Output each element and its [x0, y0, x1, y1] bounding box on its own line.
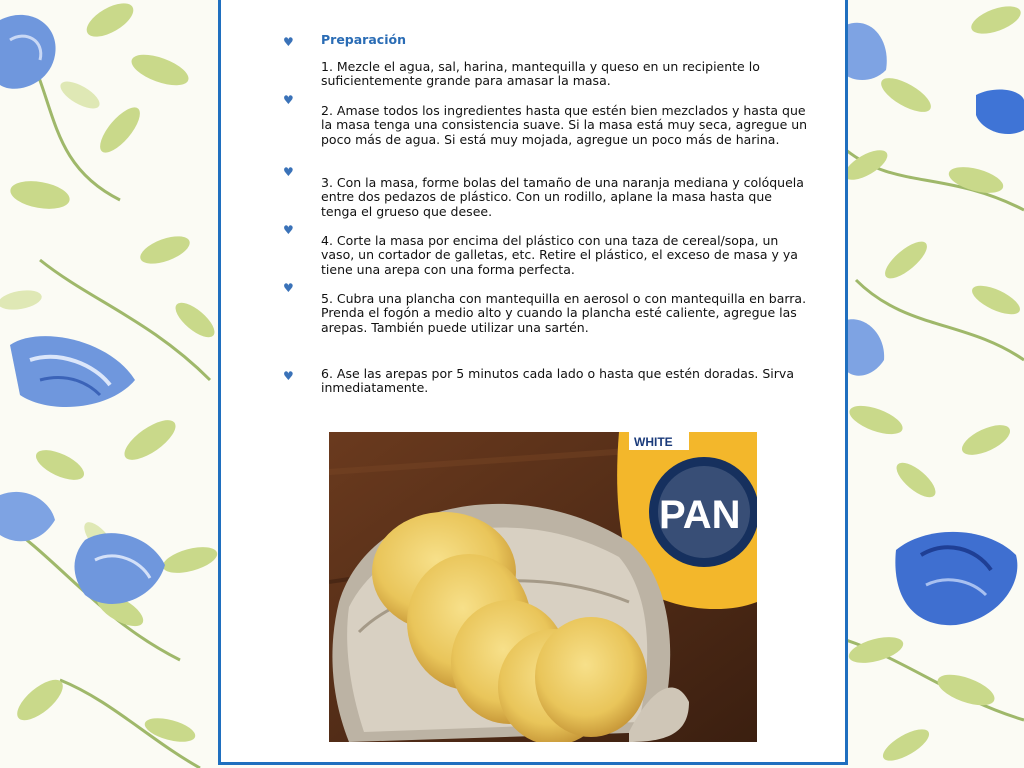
step-2: 2. Amase todos los ingredientes hasta que estén bien mezclados y hasta que la masa tenga una consistencia suave. Si la masa está muy seca, agregue un poco más de agua. Si está muy mojada, agregue un poco más de harina. — [321, 103, 808, 147]
package-brand-label: PAN — [659, 493, 741, 537]
heart-bullet-icon: ♥ — [283, 165, 294, 179]
right-floral-background — [846, 0, 1024, 768]
heart-bullet-icon: ♥ — [283, 35, 294, 49]
step-3: 3. Con la masa, forme bolas del tamaño de una naranja mediana y colóquela entre dos pedazos de plástico. Con un rodillo, aplane la masa hasta que tenga el grueso que desee. — [321, 175, 804, 219]
heart-bullet-icon: ♥ — [283, 223, 294, 237]
step-1: 1. Mezcle el agua, sal, harina, mantequilla y queso en un recipiente lo suficientemente grande para amasar la masa. — [321, 59, 760, 89]
heart-bullet-icon: ♥ — [283, 281, 294, 295]
step-5: 5. Cubra una plancha con mantequilla en aerosol o con mantequilla en barra. Prenda el fogón a medio alto y cuando la plancha esté caliente, agregue las arepas. También puede utilizar una sartén. — [321, 291, 807, 335]
step-6: 6. Ase las arepas por 5 minutos cada lado o hasta que estén doradas. Sirva inmediatamente. — [321, 366, 794, 396]
floral-pattern-right — [846, 0, 1024, 768]
step-4: 4. Corte la masa por encima del plástico con una taza de cereal/sopa, un vaso, un cortador de galletas, etc. Retire el plástico, el exceso de masa y ya tiene una arepa con una forma perfecta. — [321, 233, 798, 277]
heart-bullet-icon: ♥ — [283, 369, 294, 383]
arepas-photo — [329, 432, 757, 742]
arepas-basket-illustration — [329, 432, 757, 742]
heart-bullet-icon: ♥ — [283, 93, 294, 107]
left-floral-background — [0, 0, 220, 768]
section-heading: Preparación — [321, 32, 406, 47]
package-top-label: WHITE — [634, 435, 673, 449]
recipe-panel — [218, 0, 848, 765]
floral-pattern-left — [0, 0, 220, 768]
